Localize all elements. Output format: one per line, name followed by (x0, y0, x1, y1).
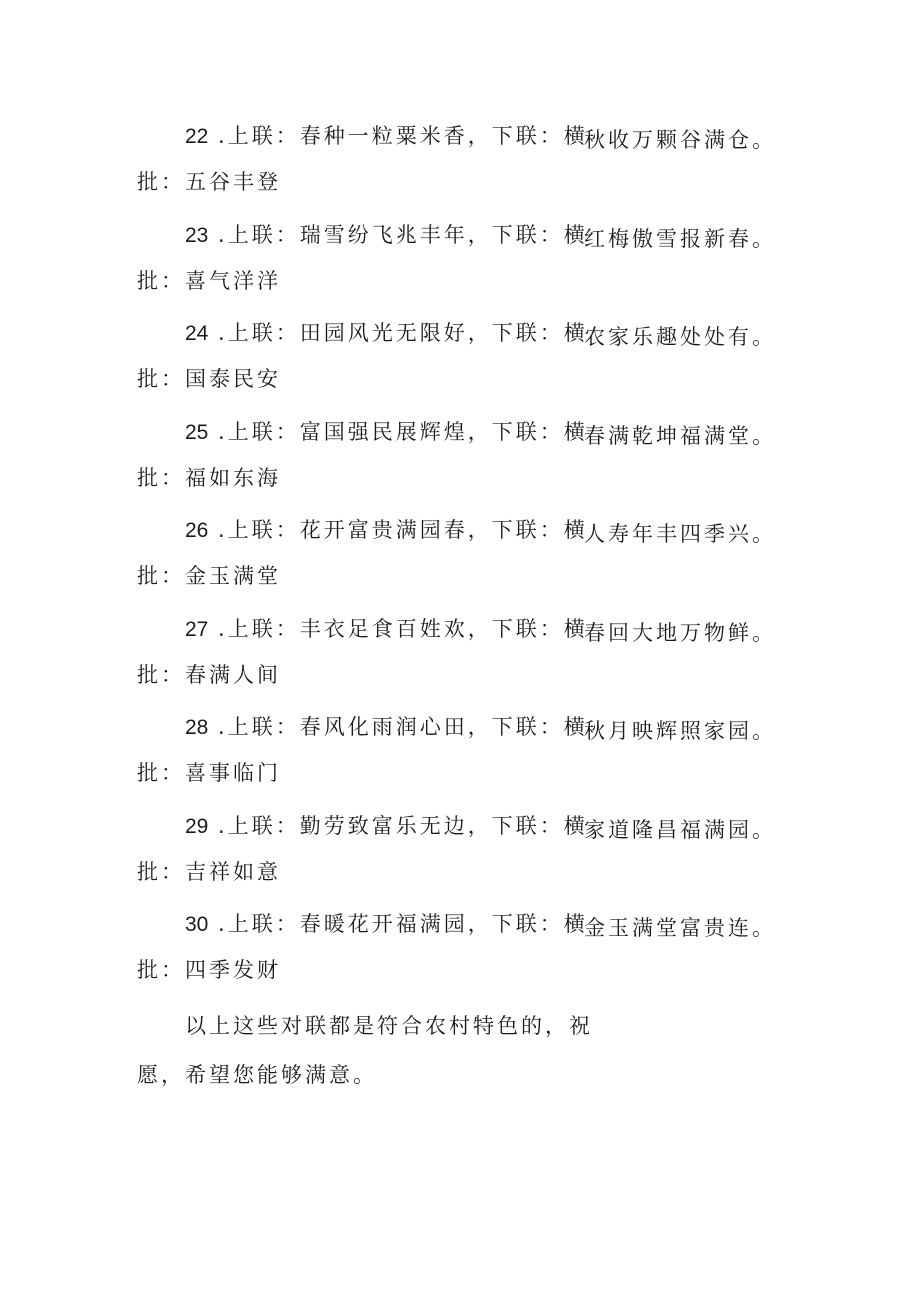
couplet-upper-text: .上联：春种一粒粟米香，下联：横 (208, 124, 588, 148)
couplet-lower-text: 秋收万颗谷满仓。 (584, 128, 776, 152)
couplet-entry (0, 412, 920, 511)
couplet-horizontal-text: 批：五谷丰登 (137, 170, 281, 194)
couplet-upper-line (185, 215, 588, 256)
couplet-number: 28 (185, 716, 209, 739)
couplet-upper-line (185, 806, 588, 847)
couplet-horizontal-text: 批：喜事临门 (137, 761, 281, 785)
couplet-entry (0, 510, 920, 609)
couplet-lower-text: 秋月映辉照家园。 (584, 719, 776, 743)
couplet-entry (0, 116, 920, 215)
couplet-entry (0, 609, 920, 708)
couplet-upper-line (185, 707, 588, 748)
couplet-horizontal-text: 批：金玉满堂 (137, 564, 281, 588)
couplet-horizontal-text: 批：国泰民安 (137, 367, 281, 391)
couplet-upper-text: .上联：春风化雨润心田，下联：横 (208, 715, 588, 739)
couplet-horizontal-text: 批：吉祥如意 (137, 859, 281, 884)
couplet-upper-text: .上联：勤劳致富乐无边，下联：横 (208, 813, 588, 838)
couplet-number: 30 (185, 913, 209, 936)
couplet-number: 22 (185, 125, 209, 148)
couplet-upper-line (185, 412, 588, 453)
couplet-lower-text: 春满乾坤福满堂。 (584, 423, 776, 448)
couplet-horizontal-text: 批：福如东海 (137, 465, 281, 490)
couplet-upper-text: .上联：富国强民展辉煌，下联：横 (208, 419, 588, 444)
couplet-number: 26 (185, 519, 209, 542)
couplet-list (0, 116, 920, 1003)
closing-line-2: 愿，希望您能够满意。 (137, 1063, 377, 1087)
couplet-upper-line (185, 609, 588, 650)
couplet-upper-text: .上联：田园风光无限好，下联：横 (208, 321, 588, 345)
couplet-entry (0, 806, 920, 905)
couplet-entry (0, 313, 920, 412)
couplet-number: 23 (185, 223, 209, 247)
couplet-number: 25 (185, 420, 209, 444)
couplet-horizontal-text: 批：春满人间 (137, 662, 281, 687)
couplet-upper-line (185, 904, 588, 945)
couplet-horizontal-text: 批：四季发财 (137, 958, 281, 982)
couplet-number: 27 (185, 617, 209, 641)
closing-line-1: 以上这些对联都是符合农村特色的，祝 (185, 1014, 593, 1038)
couplet-entry (0, 707, 920, 806)
couplet-number: 24 (185, 322, 209, 345)
couplet-entry (0, 215, 920, 314)
couplet-lower-text: 春回大地万物鲜。 (584, 620, 776, 645)
couplet-upper-text: .上联：瑞雪纷飞兆丰年，下联：横 (208, 222, 588, 247)
couplet-lower-text: 人寿年丰四季兴。 (584, 522, 776, 546)
closing-paragraph (137, 1002, 597, 1100)
couplet-upper-line (185, 116, 588, 157)
couplet-number: 29 (185, 814, 209, 838)
couplet-lower-text: 金玉满堂富贵连。 (584, 916, 776, 940)
couplet-upper-text: .上联：丰衣足食百姓欢，下联：横 (208, 616, 588, 641)
couplet-entry (0, 904, 920, 1003)
couplet-upper-line (185, 510, 588, 551)
couplet-lower-text: 农家乐趣处处有。 (584, 325, 776, 349)
couplet-lower-text: 红梅傲雪报新春。 (584, 226, 776, 251)
couplet-upper-text: .上联：花开富贵满园春，下联：横 (208, 518, 588, 542)
couplet-upper-line (185, 313, 588, 354)
couplet-lower-text: 家道隆昌福满园。 (584, 817, 776, 842)
couplet-upper-text: .上联：春暖花开福满园，下联：横 (208, 912, 588, 936)
couplet-horizontal-text: 批：喜气洋洋 (137, 268, 281, 293)
